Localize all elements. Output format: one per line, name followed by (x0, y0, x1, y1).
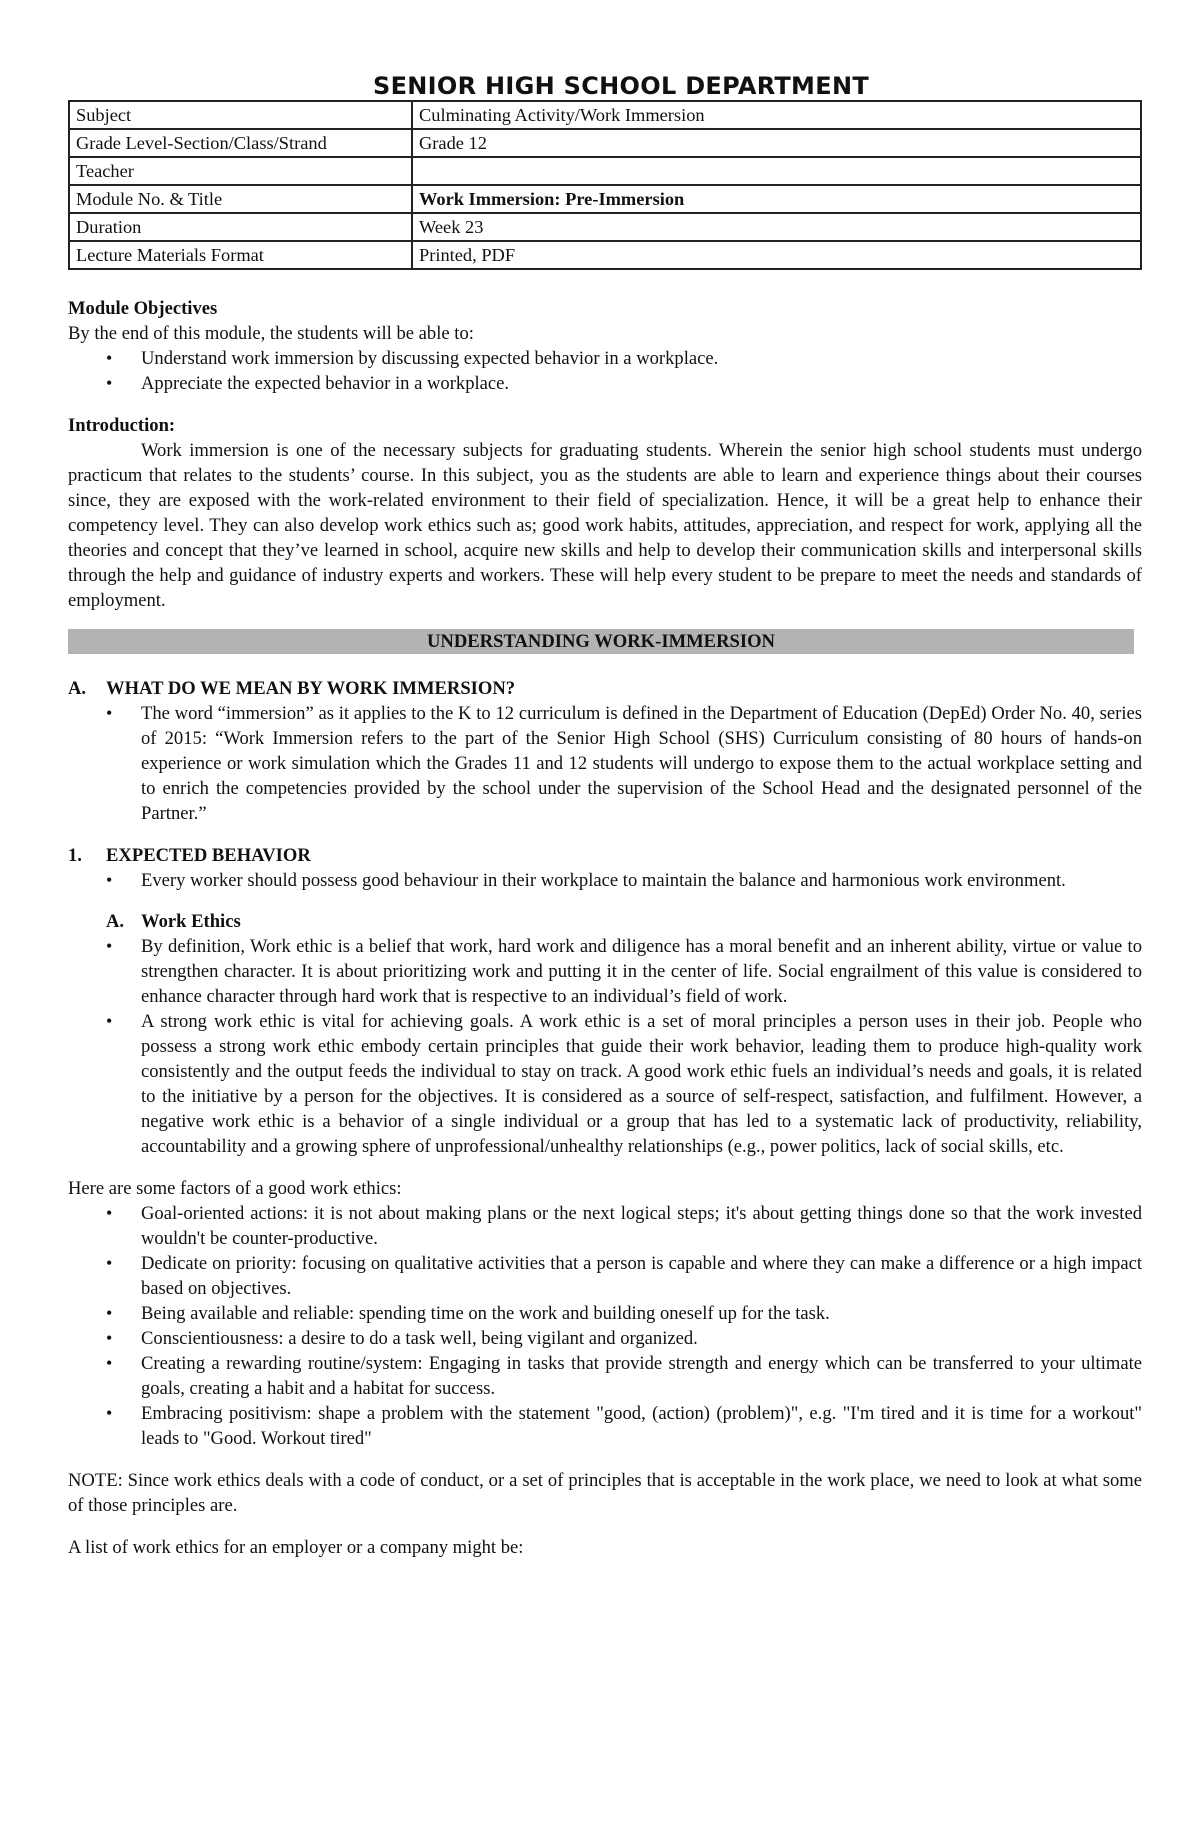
objectives-lead: By the end of this module, the students will be able to: (68, 323, 474, 344)
info-value: Week 23 (412, 213, 1141, 241)
list-item: • Being available and reliable: spending time on the work and building oneself up for the task. (68, 1301, 1142, 1326)
table-row (69, 185, 1141, 213)
document-page (68, 70, 1142, 1560)
info-label: Subject (69, 101, 412, 129)
list-item: • Understand work immersion by discussing expected behavior in a workplace. (68, 346, 1142, 371)
heading-number: A. (106, 911, 125, 932)
info-value: Printed, PDF (412, 241, 1141, 269)
table-row (69, 101, 1141, 129)
factors-lead: Here are some factors of a good work ethics: (68, 1178, 402, 1199)
info-label: Module No. & Title (69, 185, 412, 213)
heading-text: WHAT DO WE MEAN BY WORK IMMERSION? (106, 678, 516, 699)
list-item: • Dedicate on priority: focusing on qualitative activities that a person is capable and where they can make a difference or a high impact based on objectives. (68, 1251, 1142, 1301)
objectives-heading: Module Objectives (68, 298, 218, 319)
list-item: • By definition, Work ethic is a belief that work, hard work and diligence has a moral benefit and an inherent ability, virtue or value to strengthen character. It is about prioritizing work and putting it in the center of life. Social engrailment of this value is considered to enhance character through hard work that is respective to an individual’s field of work. (68, 934, 1142, 1009)
note-paragraph: NOTE: Since work ethics deals with a code of conduct, or a set of principles that is acceptable in the work place, we need to look at what some of those principles are. (68, 1470, 1142, 1516)
info-label: Lecture Materials Format (69, 241, 412, 269)
introduction-paragraph: Work immersion is one of the necessary subjects for graduating students. Wherein the senior high school students must undergo practicum that relates to the students’ course. In this subject, you as the students are able to learn and experience things about their courses since, they are exposed with the work-related environment to their field of specialization. Hence, it will be a great help to enhance their competency level. They can also develop work ethics such as; good work habits, attitudes, appreciation, and respect for work, applying all the theories and concept that they’ve learned in school, acquire new skills and help to develop their communication skills and interpersonal skills through the help and guidance of industry experts and workers. These will help every student to be prepare to meet the needs and standards of employment. (68, 440, 1142, 611)
table-row (69, 213, 1141, 241)
info-label: Grade Level-Section/Class/Strand (69, 129, 412, 157)
info-value: Grade 12 (412, 129, 1141, 157)
list-item: • Appreciate the expected behavior in a workplace. (68, 371, 1142, 396)
list-item: • Goal-oriented actions: it is not about making plans or the next logical steps; it's about getting things done so that the work invested wouldn't be counter-productive. (68, 1201, 1142, 1251)
work-ethics-heading (68, 909, 1142, 934)
department-title: SENIOR HIGH SCHOOL DEPARTMENT (372, 72, 869, 100)
factors-list (68, 1201, 1142, 1451)
table-row (69, 129, 1141, 157)
table-row (69, 157, 1141, 185)
introduction-heading: Introduction: (68, 415, 176, 436)
info-label: Duration (69, 213, 412, 241)
list-item: • A strong work ethic is vital for achieving goals. A work ethic is a set of moral principles a person uses in their job. People who possess a strong work ethic embody certain principles that guide their work behavior, leading them to produce high-quality work consistently and the output feeds the individual to stay on track. A good work ethic fuels an individual’s needs and goals, it is related to the initiative by a person for the objectives. It is considered as a source of self-respect, satisfaction, and fulfilment. However, a negative work ethic is a behavior of a single individual or a group that has led to a systematic lack of productivity, reliability, accountability and a growing sphere of unprofessional/unhealthy relationships (e.g., power politics, lack of social skills, etc. (68, 1009, 1142, 1159)
list-item: • Creating a rewarding routine/system: Engaging in tasks that provide strength and energy which can be transferred to your ultimate goals, creating a habit and a habitat for success. (68, 1351, 1142, 1401)
list-lead-paragraph: A list of work ethics for an employer or a company might be: (68, 1537, 524, 1558)
info-label: Teacher (69, 157, 412, 185)
work-ethics-list (68, 934, 1142, 1159)
heading-text: EXPECTED BEHAVIOR (106, 845, 311, 866)
objectives-list (68, 346, 1142, 396)
heading-number: A. (68, 678, 87, 699)
list-item: • Conscientiousness: a desire to do a task well, being vigilant and organized. (68, 1326, 1142, 1351)
info-value: Culminating Activity/Work Immersion (412, 101, 1141, 129)
info-value: Work Immersion: Pre-Immersion (412, 185, 1141, 213)
expected-behavior-list (68, 868, 1142, 893)
list-item: • Every worker should possess good behaviour in their workplace to maintain the balance and harmonious work environment. (68, 868, 1142, 893)
module-info-table (68, 100, 1142, 270)
expected-behavior-heading (68, 843, 1142, 868)
part-a-heading (68, 676, 1142, 701)
list-item: • The word “immersion” as it applies to the K to 12 curriculum is defined in the Department of Education (DepEd) Order No. 40, series of 2015: “Work Immersion refers to the part of the Senior High School (SHS) Curriculum consisting of 80 hours of hands-on experience or work simulation which the Grades 11 and 12 students will undergo to expose them to the actual workplace setting and to enrich the competencies provided by the school under the supervision of the School Head and the designated personnel of the Partner.” (68, 701, 1142, 826)
heading-number: 1. (68, 845, 82, 866)
part-a-list (68, 701, 1142, 826)
list-item: • Embracing positivism: shape a problem with the statement "good, (action) (problem)", e.g. "I'm tired and it is time for a workout" leads to "Good. Workout tired" (68, 1401, 1142, 1451)
info-value (412, 157, 1141, 185)
table-row (69, 241, 1141, 269)
heading-text: Work Ethics (141, 911, 241, 932)
section-banner: UNDERSTANDING WORK-IMMERSION (68, 629, 1134, 654)
